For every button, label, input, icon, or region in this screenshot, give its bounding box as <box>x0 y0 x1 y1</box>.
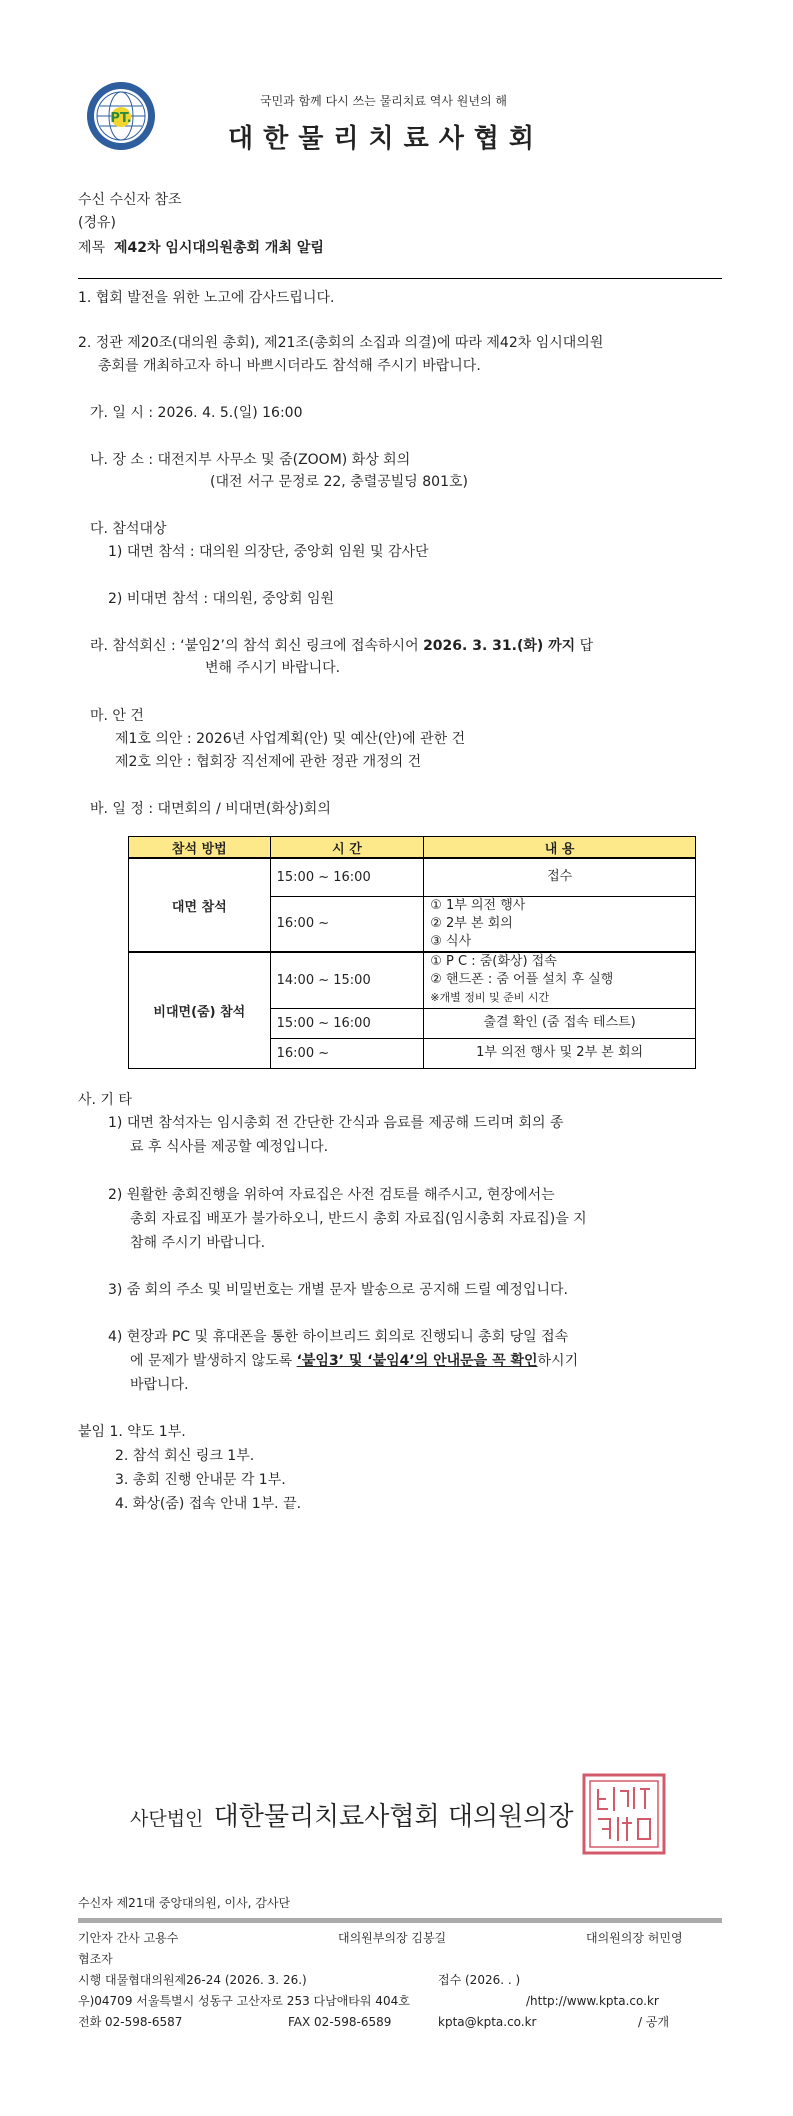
etc-3: 3) 줌 회의 주소 및 비밀번호는 개별 문자 발송으로 공지해 드릴 예정입니다. <box>108 1282 568 1298</box>
content-line: 접수 <box>547 869 573 885</box>
footer-chair: 대의원의장 허민영 <box>586 1931 683 1945</box>
item-ba-schedule: 바. 일 정 : 대면회의 / 비대면(화상)회의 <box>90 801 331 817</box>
org-title: 대한물리치료사협회 <box>228 124 545 154</box>
item-na-address: (대전 서구 문정로 22, 충렬공빌딩 801호) <box>210 474 468 490</box>
ra-deadline: 2026. 3. 31.(화) 까지 <box>423 638 576 654</box>
header-divider <box>78 278 722 279</box>
row-content <box>424 952 696 1008</box>
etc-4-line-2 <box>130 1351 578 1371</box>
content-line: ③ 식사 <box>430 933 472 949</box>
row-content <box>424 1008 696 1038</box>
footer-address: 우)04709 서울특별시 성동구 고산자로 253 다남애타워 404호 <box>78 1994 410 2008</box>
via-line: (경유) <box>78 215 116 231</box>
official-seal-icon <box>582 1773 666 1855</box>
header-time: 시 간 <box>270 837 424 859</box>
content-line: ① P C : 줌(화상) 접속 <box>430 954 557 970</box>
footer-drafter: 기안자 간사 고용수 <box>78 1931 179 1945</box>
row-time: 14:00 ~ 15:00 <box>270 952 424 1008</box>
item-ma-1: 제1호 의안 : 2026년 사업계획(안) 및 예산(안)에 관한 건 <box>115 731 466 747</box>
recipient-line: 수신 수신자 참조 <box>78 192 182 208</box>
slogan: 국민과 함께 다시 쓰는 물리치료 역사 원년의 해 <box>260 94 507 108</box>
content-line: 1부 의전 행사 및 2부 본 회의 <box>476 1045 644 1060</box>
subject-label: 제목 <box>78 240 106 256</box>
footer-disclosure: / 공개 <box>638 2015 670 2029</box>
etc-4-text: 에 문제가 발생하지 않도록 <box>130 1353 297 1369</box>
svg-text:PT.: PT. <box>110 111 132 126</box>
footer-cooperator: 협조자 <box>78 1952 113 1966</box>
paragraph-2-line-1: 2. 정관 제20조(대의원 총회), 제21조(총회의 소집과 의결)에 따라 제42차 임시대의원 <box>78 335 604 351</box>
subject-text: 제42차 임시대의원총회 개최 알림 <box>113 240 324 256</box>
row-content <box>424 1038 696 1068</box>
header-method: 참석 방법 <box>129 837 271 859</box>
item-ra-line-1 <box>90 636 593 656</box>
signature-prefix: 사단법인 <box>130 1808 204 1830</box>
attachment-1: 붙임 1. 약도 1부. <box>78 1424 186 1440</box>
row-time: 16:00 ~ <box>270 1038 424 1068</box>
etc-2-line-3: 참해 주시기 바랍니다. <box>130 1235 266 1251</box>
subject-line <box>78 238 324 258</box>
row-content <box>424 858 696 896</box>
item-ma-title: 마. 안 건 <box>90 708 144 724</box>
footer-fax: FAX 02-598-6589 <box>288 2015 392 2029</box>
attachment-2: 2. 참석 회신 링크 1부. <box>115 1448 255 1464</box>
etc-4-tail: 하시기 <box>537 1353 579 1369</box>
footer-vice-chair: 대의원부의장 김봉길 <box>338 1931 447 1945</box>
table-row <box>129 952 696 1008</box>
etc-4-line-3: 바랍니다. <box>130 1377 189 1393</box>
etc-1-line-2: 료 후 식사를 제공할 예정입니다. <box>130 1139 329 1155</box>
item-ma-2: 제2호 의안 : 협회장 직선제에 관한 정관 개정의 건 <box>115 754 422 770</box>
row-time: 16:00 ~ <box>270 896 424 952</box>
etc-4-emphasis: ‘붙임3’ 및 ‘붙임4’의 안내문을 꼭 확인 <box>296 1353 538 1369</box>
content-line: 출결 확인 (줌 접속 테스트) <box>483 1015 636 1030</box>
content-note: ※개별 정비 및 준비 시간 <box>430 991 550 1005</box>
etc-2-line-2: 총회 자료집 배포가 불가하오니, 반드시 총회 자료집(임시총회 자료집)을 지 <box>130 1211 587 1227</box>
etc-4-line-1: 4) 현장과 PC 및 휴대폰을 통한 하이브리드 회의로 진행되니 총회 당일 접속 <box>108 1329 569 1345</box>
row-time: 15:00 ~ 16:00 <box>270 858 424 896</box>
header-content: 내 용 <box>424 837 696 859</box>
footer-receipt: 접수 (2026. . ) <box>438 1973 521 1987</box>
attachment-4: 4. 화상(줌) 접속 안내 1부. 끝. <box>115 1496 302 1512</box>
paragraph-2-line-2: 총회를 개최하고자 하니 바쁘시더라도 참석해 주시기 바랍니다. <box>98 358 481 374</box>
footer-enforcement: 시행 대물협대의원제26-24 (2026. 3. 26.) <box>78 1973 307 1987</box>
item-sa-title: 사. 기 타 <box>78 1092 132 1108</box>
item-da-title: 다. 참석대상 <box>90 521 167 537</box>
signature-block <box>130 1796 573 1833</box>
method-offline: 대면 참석 <box>129 858 271 952</box>
schedule-table <box>128 836 696 1069</box>
row-time: 15:00 ~ 16:00 <box>270 1008 424 1038</box>
item-ga-datetime: 가. 일 시 : 2026. 4. 5.(일) 16:00 <box>90 405 303 421</box>
etc-2-line-1: 2) 원활한 총회진행을 위하여 자료집은 사전 검토를 해주시고, 현장에서는 <box>108 1187 555 1203</box>
footer-phone: 전화 02-598-6587 <box>78 2015 183 2029</box>
item-da-2: 2) 비대면 참석 : 대의원, 중앙회 임원 <box>108 591 335 607</box>
item-ra-line-2: 변해 주시기 바랍니다. <box>205 660 341 676</box>
attachment-3: 3. 총회 진행 안내문 각 1부. <box>115 1472 286 1488</box>
item-da-1: 1) 대면 참석 : 대의원 의장단, 중앙회 임원 및 감사단 <box>108 544 429 560</box>
content-line: ① 1부 의전 행사 <box>430 897 526 913</box>
footer-website: /http://www.kpta.co.kr <box>526 1994 659 2008</box>
table-row <box>129 858 696 896</box>
footer-divider <box>78 1918 722 1923</box>
ra-text: 라. 참석회신 : ‘붙임2’의 참석 회신 링크에 접속하시어 <box>90 638 424 654</box>
signature-name: 대한물리치료사협회 대의원의장 <box>213 1802 574 1832</box>
method-online: 비대면(줌) 참석 <box>129 952 271 1068</box>
etc-1-line-1: 1) 대면 참석자는 임시총회 전 간단한 간식과 음료를 제공해 드리며 회의 종 <box>108 1115 564 1131</box>
paragraph-1: 1. 협회 발전을 위한 노고에 감사드립니다. <box>78 290 335 306</box>
association-logo <box>85 80 157 152</box>
content-line: ② 핸드폰 : 줌 어플 설치 후 실행 <box>430 972 614 988</box>
schedule-header-row <box>129 837 696 859</box>
row-content <box>424 896 696 952</box>
footer-recipients: 수신자 제21대 중앙대의원, 이사, 감사단 <box>78 1896 291 1910</box>
footer-email: kpta@kpta.co.kr <box>438 2015 537 2029</box>
item-na-place: 나. 장 소 : 대전지부 사무소 및 줌(ZOOM) 화상 회의 <box>90 452 411 468</box>
ra-tail: 답 <box>575 638 594 654</box>
content-line: ② 2부 본 회의 <box>430 915 513 931</box>
